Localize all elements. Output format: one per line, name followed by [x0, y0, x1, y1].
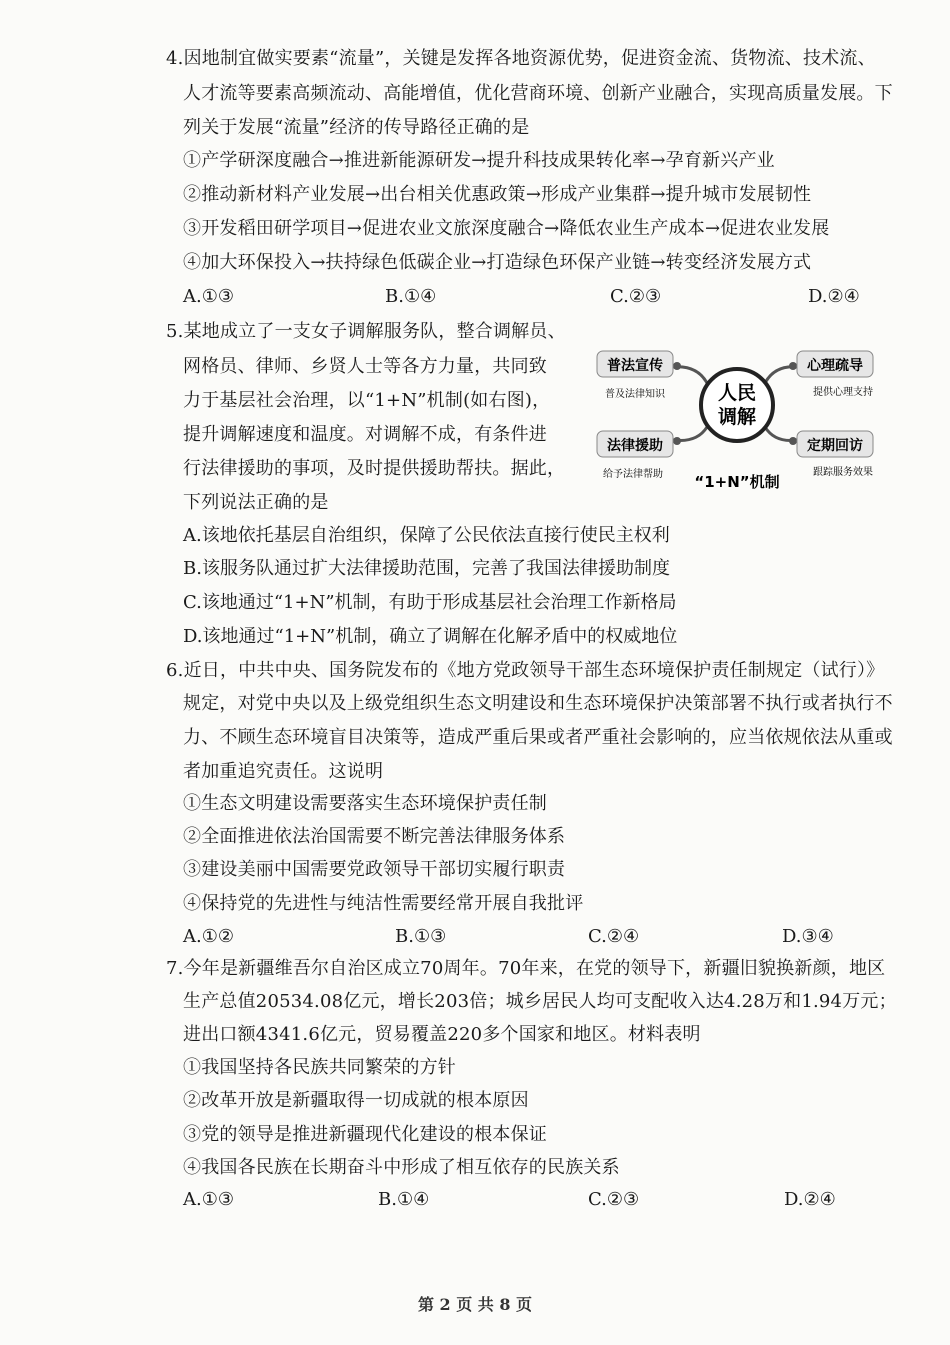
- q4-stem-line-1: 4.因地制宜做实要素“流量”，关键是发挥各地资源优势，促进资金流、货物流、技术流、: [166, 48, 876, 69]
- connector-dot-1: [673, 362, 681, 370]
- q7-option-b[interactable]: B.①④: [378, 1189, 430, 1210]
- q6-option-a[interactable]: A.①②: [183, 926, 234, 947]
- q5-stem-line-6: 下列说法正确的是: [183, 492, 329, 513]
- box-title-falv: 法律援助: [607, 438, 663, 454]
- q4-statement-2: ②推动新材料产业发展→出台相关优惠政策→形成产业集群→提升城市发展韧性: [183, 184, 812, 205]
- center-circle: [701, 369, 773, 441]
- box-title-pufa: 普法宣传: [607, 358, 663, 374]
- connector-dot-2: [789, 362, 797, 370]
- diagram-caption: “1+N”机制: [694, 473, 780, 491]
- q6-stem-line-2: 规定，对党中央以及上级党组织生态文明建设和生态环境保护决策部署不执行或者执行不: [183, 693, 893, 714]
- q4-option-b[interactable]: B.①④: [385, 286, 437, 307]
- q6-statement-4: ④保持党的先进性与纯洁性需要经常开展自我批评: [183, 893, 584, 914]
- q6-option-d[interactable]: D.③④: [782, 926, 834, 947]
- mechanism-diagram: [585, 335, 895, 495]
- page-number-footer: 第 2 页 共 8 页: [417, 1295, 533, 1314]
- box-title-xinli: 心理疏导: [807, 358, 863, 374]
- q6-stem-line-3: 力、不顾生态环境盲目决策等，造成严重后果或者严重社会影响的，应当依规依法从重或: [183, 727, 893, 748]
- q5-option-c[interactable]: C.该地通过“1+N”机制，有助于形成基层社会治理工作新格局: [183, 592, 677, 613]
- box-sub-xinli: 提供心理支持: [813, 387, 873, 398]
- q6-stem-line-4: 者加重追究责任。这说明: [183, 761, 384, 782]
- q6-option-b[interactable]: B.①③: [395, 926, 447, 947]
- box-sub-falv: 给予法律帮助: [603, 469, 663, 480]
- q6-stem-line-1: 6.近日，中共中央、国务院发布的《地方党政领导干部生态环境保护责任制规定（试行）》: [166, 660, 885, 681]
- q6-statement-3: ③建设美丽中国需要党政领导干部切实履行职责: [183, 859, 566, 880]
- q4-option-a[interactable]: A.①③: [183, 286, 234, 307]
- q5-option-b[interactable]: B.该服务队通过扩大法律援助范围，完善了我国法律援助制度: [183, 558, 670, 579]
- q4-stem-line-2: 人才流等要素高频流动、高能增值，优化营商环境、创新产业融合，实现高质量发展。下: [183, 83, 893, 104]
- connector-dot-4: [789, 437, 797, 445]
- q4-option-d[interactable]: D.②④: [808, 286, 860, 307]
- q7-option-d[interactable]: D.②④: [784, 1189, 836, 1210]
- q7-option-a[interactable]: A.①③: [183, 1189, 234, 1210]
- box-title-huifang: 定期回访: [807, 438, 863, 454]
- q7-statement-4: ④我国各民族在长期奋斗中形成了相互依存的民族关系: [183, 1157, 620, 1178]
- q7-option-c[interactable]: C.②③: [588, 1189, 640, 1210]
- mechanism-diagram-svg: [585, 335, 895, 495]
- q6-option-c[interactable]: C.②④: [588, 926, 640, 947]
- q4-statement-1: ①产学研深度融合→推进新能源研发→提升科技成果转化率→孕育新兴产业: [183, 150, 775, 171]
- center-label-2: 调解: [717, 406, 757, 428]
- box-sub-pufa: 普及法律知识: [605, 389, 665, 400]
- q5-option-d[interactable]: D.该地通过“1+N”机制，确立了调解在化解矛盾中的权威地位: [183, 626, 678, 647]
- q4-option-c[interactable]: C.②③: [610, 286, 662, 307]
- q6-statement-1: ①生态文明建设需要落实生态环境保护责任制: [183, 793, 547, 814]
- box-sub-huifang: 跟踪服务效果: [813, 467, 873, 478]
- q5-stem-line-2: 网格员、律师、乡贤人士等各方力量，共同致: [183, 356, 547, 377]
- center-label-1: 人民: [717, 382, 757, 404]
- q4-statement-4: ④加大环保投入→扶持绿色低碳企业→打造绿色环保产业链→转变经济发展方式: [183, 252, 812, 273]
- q7-stem-line-1: 7.今年是新疆维吾尔自治区成立70周年。70年来，在党的领导下，新疆旧貌换新颜，地区: [166, 958, 886, 979]
- q5-option-a[interactable]: A.该地依托基层自治组织，保障了公民依法直接行使民主权利: [183, 525, 670, 546]
- q5-stem-line-3: 力于基层社会治理，以“1+N”机制(如右图)，: [183, 390, 551, 411]
- q7-statement-2: ②改革开放是新疆取得一切成就的根本原因: [183, 1090, 529, 1111]
- q4-statement-3: ③开发稻田研学项目→促进农业文旅深度融合→降低农业生产成本→促进农业发展: [183, 218, 830, 239]
- q7-stem-line-2: 生产总值20534.08亿元，增长203倍；城乡居民人均可支配收入达4.28万和1.94万元；: [183, 991, 897, 1012]
- q5-stem-line-4: 提升调解速度和温度。对调解不成，有条件进: [183, 424, 547, 445]
- q4-stem-line-3: 列关于发展“流量”经济的传导路径正确的是: [183, 117, 530, 138]
- q6-statement-2: ②全面推进依法治国需要不断完善法律服务体系: [183, 826, 566, 847]
- connector-dot-3: [673, 437, 681, 445]
- q7-statement-3: ③党的领导是推进新疆现代化建设的根本保证: [183, 1124, 547, 1145]
- q7-statement-1: ①我国坚持各民族共同繁荣的方针: [183, 1057, 456, 1078]
- q7-stem-line-3: 进出口额4341.6亿元，贸易覆盖220多个国家和地区。材料表明: [183, 1024, 701, 1045]
- q5-stem-line-1: 5.某地成立了一支女子调解服务队，整合调解员、: [166, 321, 566, 342]
- q5-stem-line-5: 行法律援助的事项，及时提供援助帮扶。据此，: [183, 458, 566, 479]
